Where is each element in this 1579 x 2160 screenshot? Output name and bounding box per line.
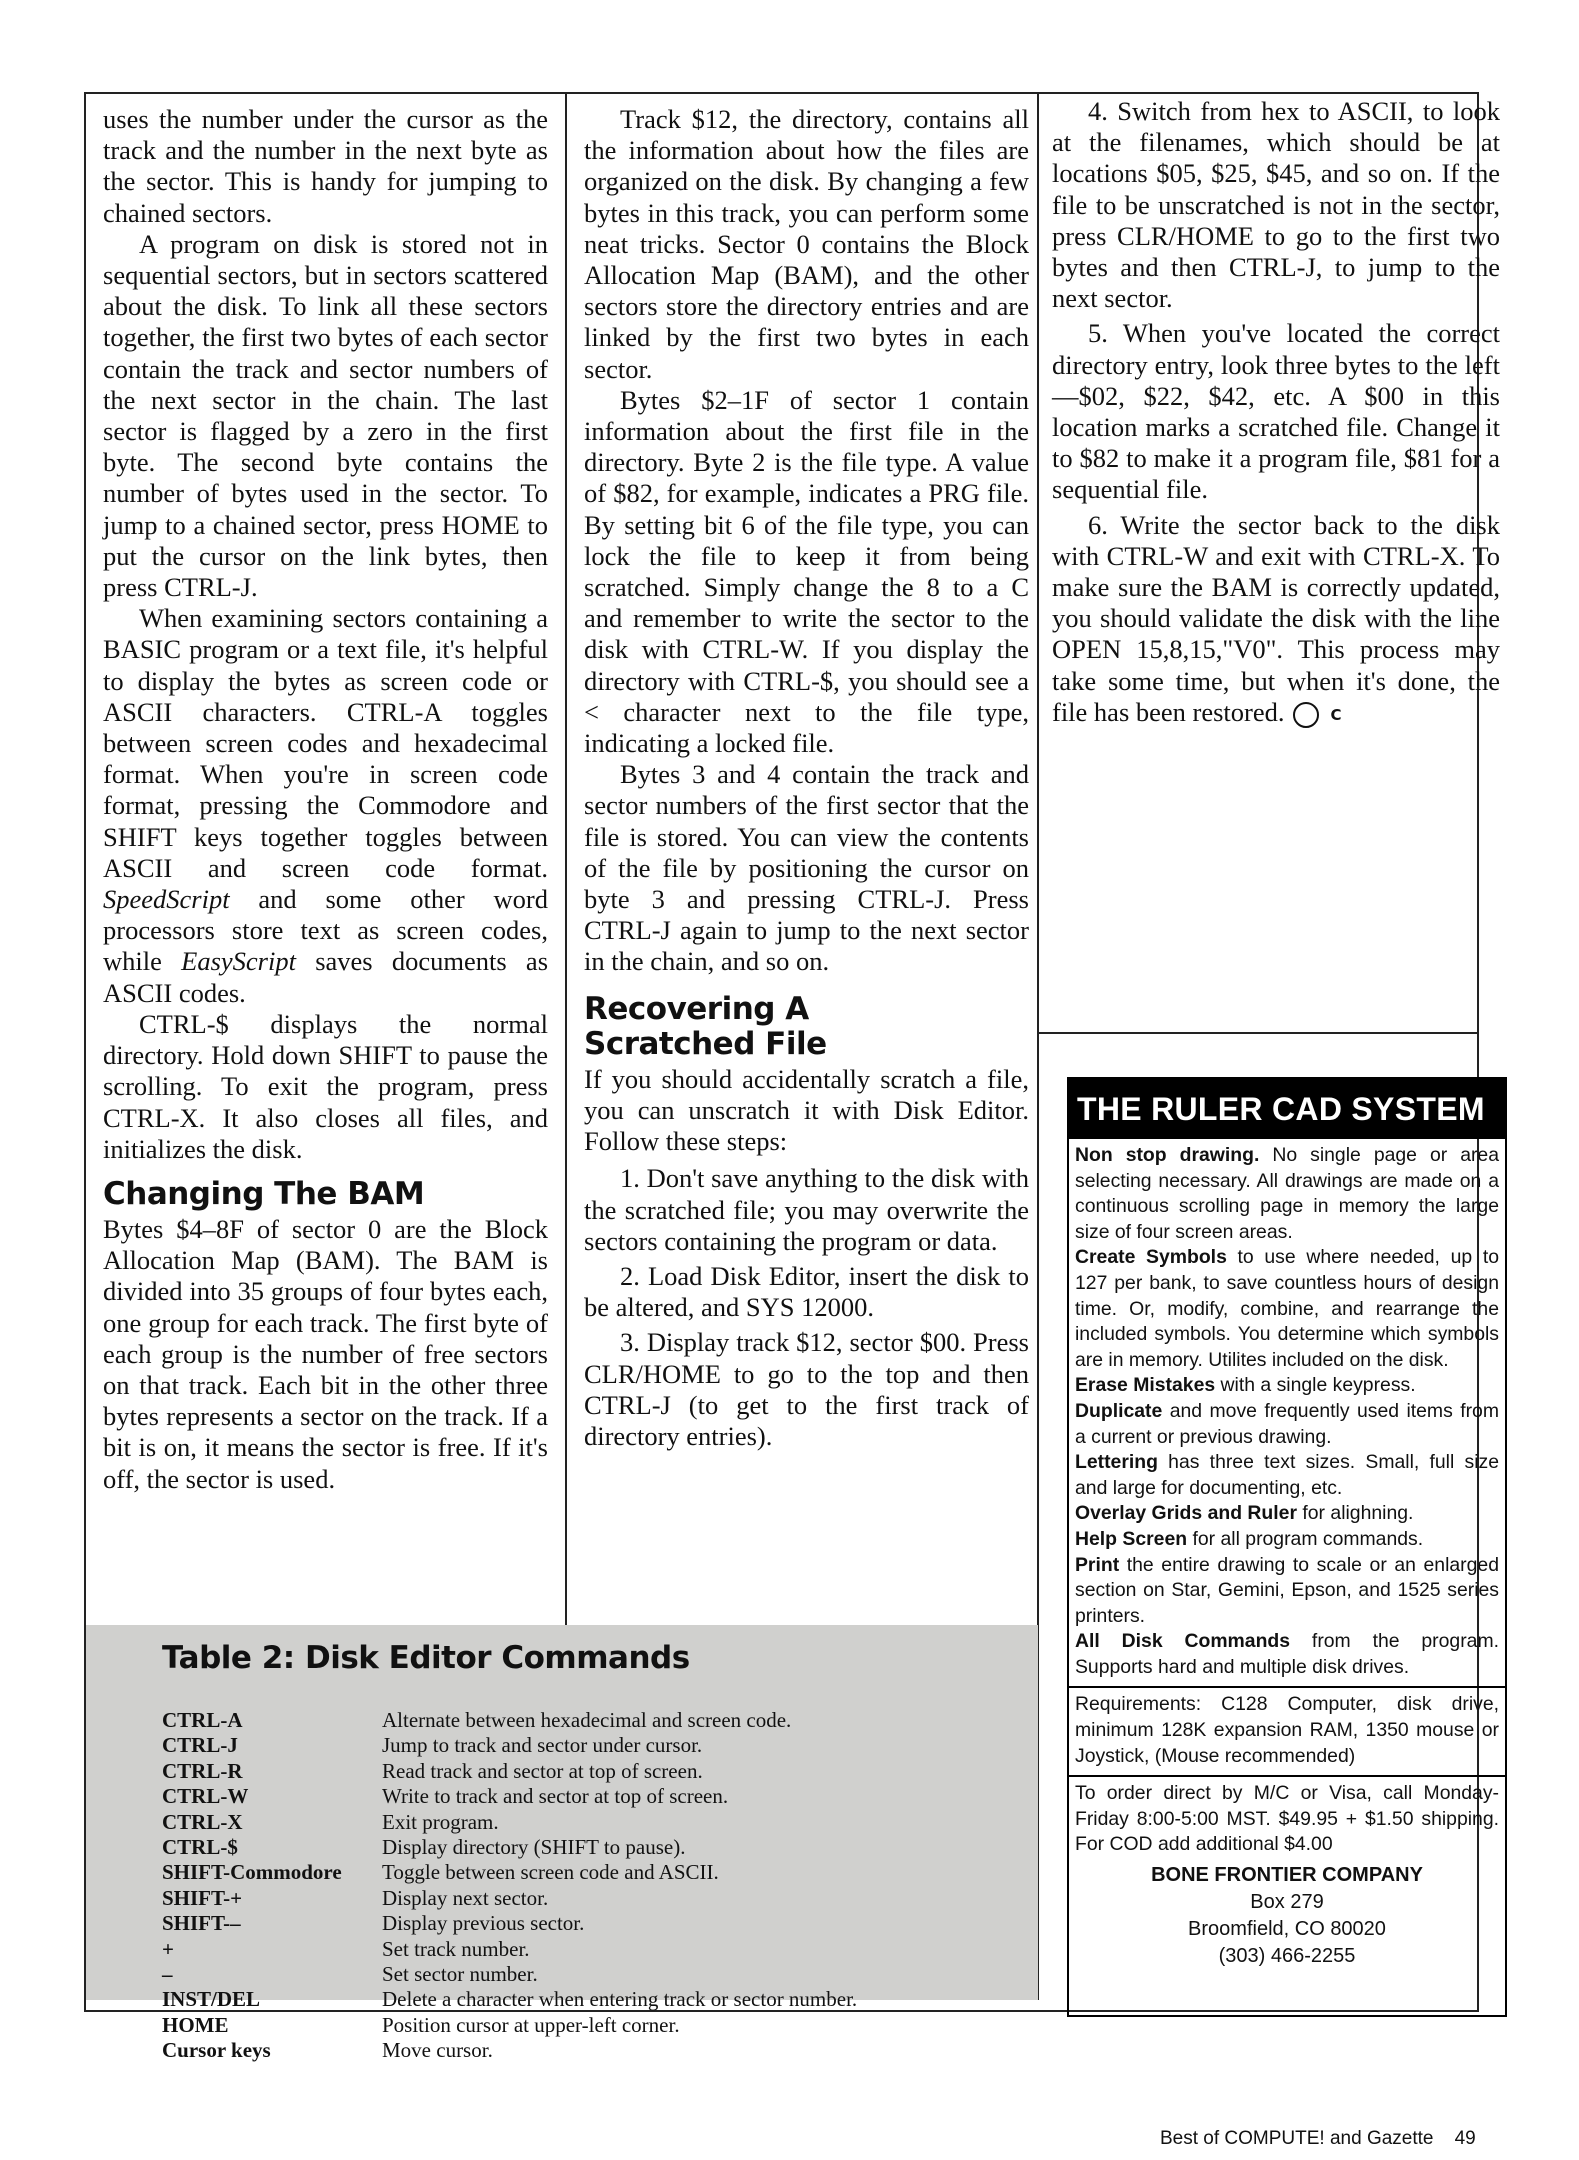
- command-key: CTRL-W: [162, 1784, 249, 1809]
- table-row: [162, 1911, 857, 1936]
- paragraph: Bytes $4–8F of sector 0 are the Block Allocation Map (BAM). The BAM is divided into 35 groups of four bytes each, one group for each track. The first byte of each group is the number of free sectors on that track. Each bit in the other three bytes represents a sector on the track. If a bit is on, it means the sector is free. If it's off, the sector is used.: [103, 1213, 548, 1494]
- table-row: [162, 2038, 857, 2063]
- divider: [1069, 1686, 1505, 1688]
- command-description: Delete a character when entering track or sector number.: [382, 1987, 858, 2012]
- step: 1. Don't save anything to the disk with the scratched file; you may overwrite the sectors containing the program or data.: [584, 1163, 1029, 1256]
- column-rule-1: [565, 92, 567, 1625]
- command-description: Move cursor.: [382, 2038, 493, 2063]
- command-key: CTRL-J: [162, 1733, 238, 1758]
- end-mark-icon: C: [1293, 702, 1319, 728]
- command-key: CTRL-$: [162, 1835, 238, 1860]
- command-key: CTRL-R: [162, 1758, 243, 1783]
- command-description: Set track number.: [382, 1936, 530, 1961]
- table-row: [162, 1962, 857, 1987]
- ad-company-block: [1075, 1862, 1499, 1970]
- paragraph: Bytes $2–1F of sector 1 contain information about the first file in the directory. Byte 2 is the file type. A value of $82, for example, indicates a PRG file. By setting bit 6 of the file type, you can lock the file to keep it from being scratched. Simply change the 8 to a C and remember to write the sector to the disk with CTRL-W. If you display the directory with CTRL-$, you should see a < character next to the file type, indicating a locked file.: [584, 384, 1029, 759]
- command-key: CTRL-A: [162, 1708, 243, 1732]
- ad-feature: Print the entire drawing to scale or an enlarged section on Star, Gemini, Epson, and 1525 series printers.: [1075, 1553, 1499, 1627]
- table-row: [162, 1708, 857, 1733]
- ad-requirements: Requirements: C128 Computer, disk drive, minimum 128K expansion RAM, 1350 mouse or Joystick, (Mouse recommended): [1075, 1693, 1499, 1767]
- paragraph: Track $12, the directory, contains all the information about how the files are organized on the disk. By changing a few bytes in this track, you can perform some neat tricks. Sector 0 contains the Block Allocation Map (BAM), and the other sectors store the directory entries and are linked by the first two bytes in each sector.: [584, 104, 1029, 384]
- command-key: SHIFT-–: [162, 1911, 241, 1936]
- command-key: +: [162, 1936, 174, 1961]
- ad-feature: Help Screen for all program commands.: [1075, 1527, 1424, 1550]
- step: 5. When you've located the correct directory entry, look three bytes to the left—$02, $22, $42, etc. A $00 in this location marks a scratched file. Change it to $82 to make it a program file, $81 for a sequential file.: [1052, 318, 1500, 505]
- command-key: Cursor keys: [162, 2038, 271, 2063]
- command-description: Exit program.: [382, 1809, 499, 1834]
- command-description: Position cursor at upper-left corner.: [382, 2012, 680, 2037]
- command-description: Toggle between screen code and ASCII.: [382, 1860, 719, 1885]
- command-key: SHIFT-Commodore: [162, 1860, 342, 1885]
- section-heading: Changing The BAM: [103, 1175, 425, 1212]
- table-row: [162, 1835, 857, 1860]
- ad-feature: Lettering has three text sizes. Small, full size and large for documenting, etc.: [1075, 1451, 1499, 1499]
- table-row: [162, 1733, 857, 1758]
- step: 4. Switch from hex to ASCII, to look at the filenames, which should be at locations $05, $25, $45, and so on. If the file to be unscratched is not in the sector, press CLR/HOME to go to the first two bytes and then CTRL-J, to jump to the next sector.: [1052, 96, 1500, 314]
- command-key: –: [162, 1962, 173, 1987]
- table-title: Table 2: Disk Editor Commands: [162, 1640, 690, 1676]
- ad-body: [1069, 1139, 1505, 1970]
- command-table: [162, 1708, 857, 2064]
- table-row: [162, 1860, 857, 1885]
- table-row: [162, 1886, 857, 1911]
- article-column-3: [1052, 96, 1500, 728]
- divider: [1069, 1775, 1505, 1777]
- ad-title: THE RULER CAD SYSTEM: [1069, 1079, 1505, 1139]
- table-row: [162, 1987, 857, 2012]
- step: 2. Load Disk Editor, insert the disk to be altered, and SYS 12000.: [584, 1260, 1029, 1323]
- command-description: Alternate between hexadecimal and screen code.: [382, 1708, 792, 1732]
- table-row: [162, 1810, 857, 1835]
- command-description: Display previous sector.: [382, 1911, 585, 1936]
- section-heading: Recovering A Scratched File: [584, 990, 827, 1062]
- ad-feature: Overlay Grids and Ruler for alighning.: [1075, 1502, 1414, 1525]
- page-footer: Best of COMPUTE! and Gazette 49: [1160, 2128, 1476, 2149]
- table-row: [162, 1937, 857, 1962]
- command-key: CTRL-X: [162, 1809, 243, 1834]
- ad-feature: Duplicate and move frequently used items from a current or previous drawing.: [1075, 1399, 1499, 1448]
- command-description: Display next sector.: [382, 1885, 549, 1910]
- ad-feature: Erase Mistakes with a single keypress.: [1075, 1374, 1416, 1397]
- ad-feature: Create Symbols to use where needed, up to 127 per bank, to save countless hours of design time. Or, modify, combine, and rearrange the included symbols. You determine which symbols are in memory. Utilites included on the disk.: [1075, 1246, 1499, 1371]
- paragraph: CTRL-$ displays the normal directory. Hold down SHIFT to pause the scrolling. To exit the program, press CTRL-X. It also closes all files, and initializes the disk.: [103, 1008, 548, 1164]
- command-key: HOME: [162, 2012, 229, 2037]
- table-row: [162, 1759, 857, 1784]
- advertisement: [1067, 1077, 1507, 2017]
- ad-order-info: To order direct by M/C or Visa, call Monday-Friday 8:00-5:00 MST. $49.95 + $1.50 shipping. For COD add additional $4.00: [1075, 1782, 1499, 1856]
- paragraph: uses the number under the cursor as the track and the number in the next byte as the sector. This is handy for jumping to chained sectors.: [103, 104, 548, 228]
- command-description: Display directory (SHIFT to pause).: [382, 1835, 686, 1860]
- paragraph: A program on disk is stored not in sequential sectors, but in sectors scattered about the disk. To link all these sectors together, the first two bytes of each sector contain the track and sector numbers of the next sector in the chain. The last sector is flagged by a zero in the first byte. The second byte contains the number of bytes used in the sector. To jump to a chained sector, press HOME to put the cursor on the link bytes, then press CTRL-J.: [103, 228, 548, 603]
- ad-feature: Non stop drawing. No single page or area selecting necessary. All drawings are made on a continuous scrolling page in memory the large size of four screen areas.: [1075, 1144, 1500, 1243]
- command-key: SHIFT-+: [162, 1885, 243, 1910]
- company-phone: (303) 466-2255: [1218, 1945, 1356, 1968]
- command-description: Jump to track and sector under cursor.: [382, 1733, 703, 1758]
- command-description: Write to track and sector at top of screen.: [382, 1784, 729, 1809]
- paragraph: Bytes 3 and 4 contain the track and sector numbers of the first sector that the file is stored. You can view the contents of the file by positioning the cursor on byte 3 and pressing CTRL-J. Press CTRL-J again to jump to the next sector in the chain, and so on.: [584, 759, 1029, 977]
- article-column-1: [103, 104, 548, 1495]
- table-row: [162, 2013, 857, 2038]
- company-city: Broomfield, CO 80020: [1188, 1918, 1386, 1941]
- company-address: Box 279: [1250, 1891, 1324, 1914]
- article-column-2: [584, 104, 1029, 1452]
- command-description: Read track and sector at top of screen.: [382, 1758, 703, 1783]
- command-description: Set sector number.: [382, 1962, 538, 1987]
- paragraph: If you should accidentally scratch a file, you can unscratch it with Disk Editor. Follow these steps:: [584, 1063, 1029, 1157]
- step: 6. Write the sector back to the disk with CTRL-W and exit with CTRL-X. To make sure the BAM is correctly updated, you should validate the disk with the line OPEN 15,8,15,"V0". This process may take some time, but when it's done, the file has been restored. C: [1052, 509, 1500, 727]
- table-row: [162, 1784, 857, 1809]
- step: 3. Display track $12, sector $00. Press CLR/HOME to go to the top and then CTRL-J (to get to the first track of directory entries).: [584, 1327, 1029, 1451]
- command-key: INST/DEL: [162, 1987, 261, 2012]
- ad-feature: All Disk Commands from the program. Supports hard and multiple disk drives.: [1075, 1630, 1499, 1678]
- paragraph: When examining sectors containing a BASIC program or a text file, it's helpful to display the bytes as screen code or ASCII characters. CTRL-A toggles between screen codes and hexadecimal format. When you're in screen code format, pressing the Commodore and SHIFT keys together toggles between ASCII and screen code format. SpeedScript and some other word processors store text as screen codes, while EasyScript saves documents as ASCII codes.: [103, 603, 549, 1008]
- company-name: BONE FRONTIER COMPANY: [1151, 1864, 1423, 1887]
